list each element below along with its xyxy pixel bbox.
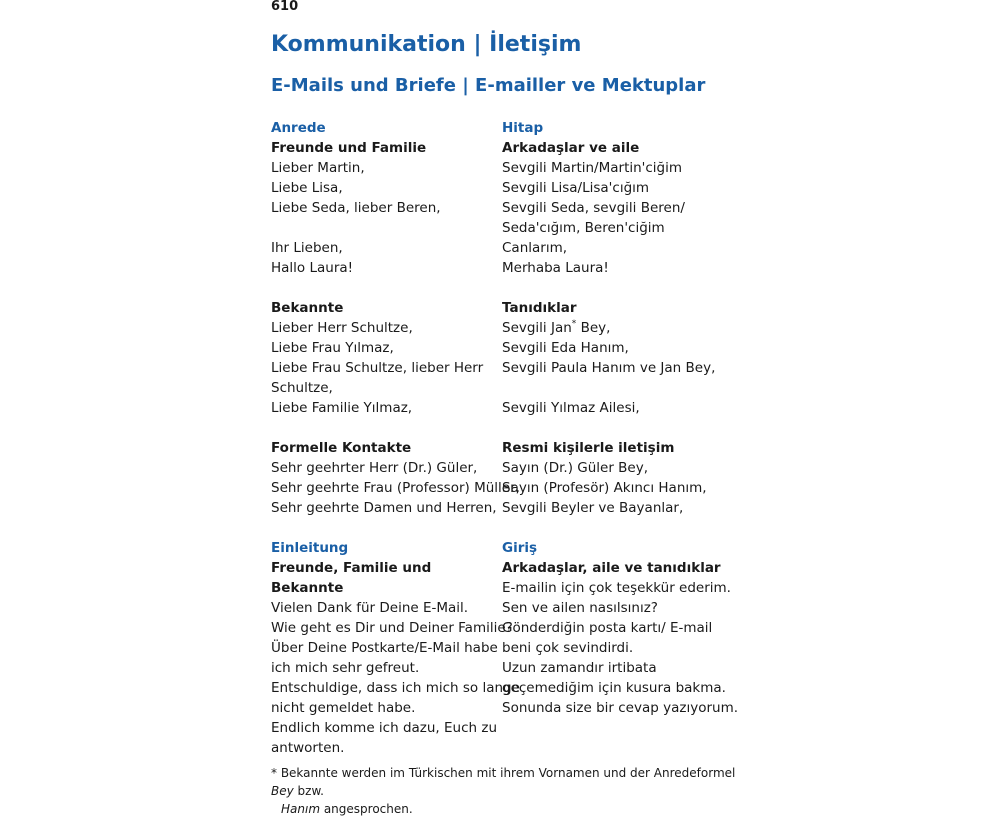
footnote-marker: * (571, 319, 577, 329)
tanidiklar-line1-suffix: Bey, (576, 320, 611, 336)
text-line: Sayın (Profesör) Akıncı Hanım, (502, 480, 707, 496)
text-line: Sevgili Seda, sevgili Beren/ (502, 200, 685, 216)
text-line: Sehr geehrter Herr (Dr.) Güler, (271, 460, 478, 476)
subheading-tanidiklar: Tanıdıklar (502, 300, 577, 316)
text-line: Wie geht es Dir und Deiner Familie? (271, 620, 513, 636)
text-line: E-mailin için çok teşekkür ederim. (502, 580, 731, 596)
page-title: Kommunikation | İletişim (271, 32, 582, 57)
block-freunde-familie (271, 138, 493, 278)
subheading-giris: Arkadaşlar, aile ve tanıdıklar (502, 560, 721, 576)
text-line: Lieber Martin, (271, 160, 365, 176)
text-line: Ihr Lieben, (271, 240, 343, 256)
blank-line (502, 378, 727, 398)
text-line: Sevgili Yılmaz Ailesi, (502, 400, 640, 416)
section-subtitle: E-Mails und Briefe | E-mailler ve Mektuplar (271, 75, 706, 96)
text-line: Liebe Frau Yılmaz, (271, 340, 394, 356)
subheading-freunde-familie: Freunde und Familie (271, 140, 427, 156)
page-number: 610 (271, 0, 299, 14)
lines-arkadaslar-aile (502, 158, 727, 278)
turkish-column (502, 118, 739, 738)
text-line: ich mich sehr gefreut. (271, 660, 420, 676)
block-formelle-kontakte (271, 438, 520, 518)
tanidiklar-line1-text: Sevgili Jan (502, 320, 572, 336)
footnote-text-1: * Bekannte werden im Türkischen mit ihrem Vornamen und der Anredeformel (271, 766, 736, 780)
heading-einleitung: Einleitung (271, 540, 349, 556)
subheading-einleitung: Freunde, Familie und Bekannte (271, 560, 432, 596)
text-line: Liebe Seda, lieber Beren, (271, 200, 441, 216)
subheading-resmi-kisiler: Resmi kişilerle iletişim (502, 440, 675, 456)
text-line: Sevgili Lisa/Lisa'cığım (502, 180, 650, 196)
text-line: Liebe Lisa, (271, 180, 343, 196)
text-line: Liebe Familie Yılmaz, (271, 400, 413, 416)
lines-giris (502, 578, 739, 718)
subheading-formelle-kontakte: Formelle Kontakte (271, 440, 412, 456)
text-line: Sehr geehrte Damen und Herren, (271, 500, 497, 516)
lines-formelle-kontakte (271, 458, 520, 518)
text-line: Sevgili Eda Hanım, (502, 340, 629, 356)
subheading-bekannte: Bekannte (271, 300, 344, 316)
text-line: Endlich komme ich dazu, Euch zu (271, 720, 498, 736)
text-line: Sevgili Martin/Martin'ciğim (502, 160, 683, 176)
block-tanidiklar (502, 298, 727, 418)
lines-einleitung (271, 598, 520, 758)
text-line: Entschuldige, dass ich mich so lange (271, 680, 520, 696)
blank-line (271, 218, 493, 238)
lines-resmi-kisiler (502, 458, 727, 518)
text-line: Seda'cığım, Beren'ciğim (502, 220, 665, 236)
text-line: beni çok sevindirdi. (502, 640, 634, 656)
text-line: Sonunda size bir cevap yazıyorum. (502, 700, 739, 716)
subheading-arkadaslar-aile: Arkadaşlar ve aile (502, 140, 640, 156)
block-giris (502, 558, 739, 718)
heading-hitap: Hitap (502, 120, 544, 136)
text-line: antworten. (271, 740, 345, 756)
text-line: Vielen Dank für Deine E-Mail. (271, 600, 469, 616)
footnote (271, 764, 751, 818)
text-line: Lieber Herr Schultze, (271, 320, 413, 336)
text-line: geçemediğim için kusura bakma. (502, 680, 726, 696)
block-bekannte (271, 298, 493, 418)
text-line: Gönderdiğin posta kartı/ E-mail (502, 620, 713, 636)
text-line: Uzun zamandır irtibata (502, 660, 657, 676)
text-line: Hallo Laura! (271, 260, 354, 276)
block-einleitung (271, 558, 520, 758)
footnote-line-1 (271, 764, 751, 800)
text-line: Sehr geehrte Frau (Professor) Müller, (271, 480, 520, 496)
footnote-italic-hanim: Hanım (281, 802, 321, 816)
text-line: Über Deine Postkarte/E-Mail habe (271, 640, 498, 656)
text-line: Sevgili Paula Hanım ve Jan Bey, (502, 360, 716, 376)
footnote-text-3: angesprochen. (320, 802, 413, 816)
block-arkadaslar-aile (502, 138, 727, 278)
text-line: Liebe Frau Schultze, lieber Herr (271, 360, 484, 376)
text-line: Sayın (Dr.) Güler Bey, (502, 460, 649, 476)
footnote-italic-bey: Bey (271, 784, 294, 798)
tanidiklar-first-line (502, 318, 727, 338)
block-resmi-kisiler (502, 438, 727, 518)
text-line: Sen ve ailen nasılsınız? (502, 600, 658, 616)
footnote-line-2 (271, 800, 751, 818)
heading-giris: Giriş (502, 540, 538, 556)
lines-freunde-familie (271, 158, 493, 278)
lines-tanidiklar (502, 338, 727, 418)
text-line: nicht gemeldet habe. (271, 700, 416, 716)
text-line: Schultze, (271, 380, 333, 396)
heading-anrede: Anrede (271, 120, 326, 136)
text-line: Sevgili Beyler ve Bayanlar, (502, 500, 684, 516)
footnote-text-2: bzw. (293, 784, 324, 798)
text-line: Merhaba Laura! (502, 260, 609, 276)
text-line: Canlarım, (502, 240, 568, 256)
lines-bekannte (271, 318, 493, 418)
